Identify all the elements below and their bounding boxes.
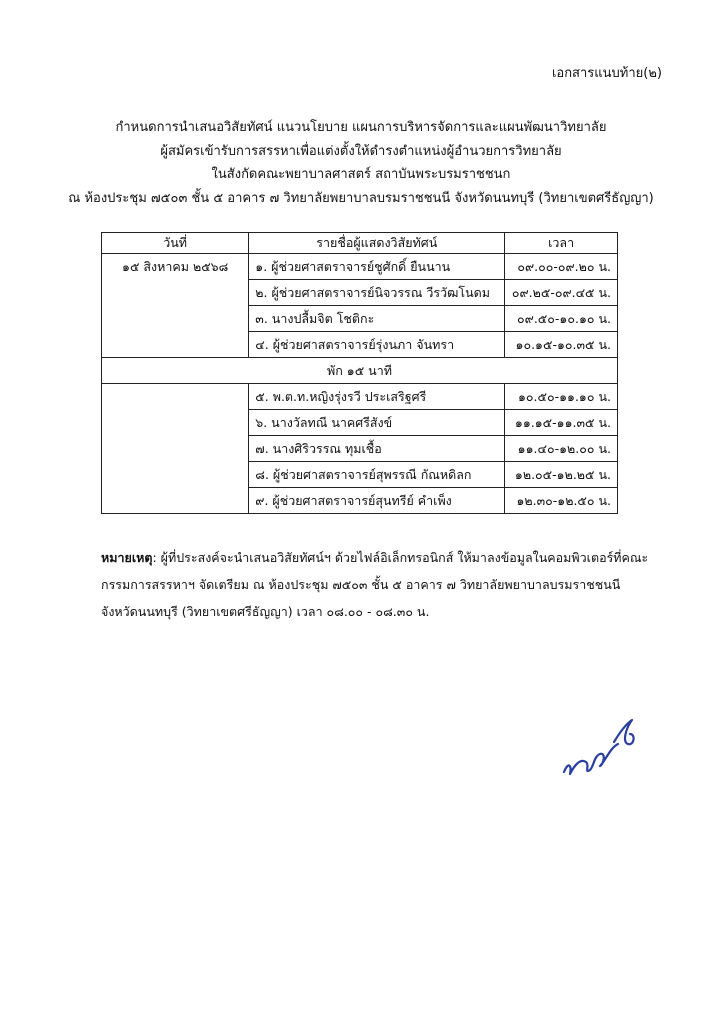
table-row (102, 436, 618, 462)
table-row (102, 384, 618, 410)
date-cell-empty (102, 462, 249, 488)
presenter-name: ๔. ผู้ช่วยศาสตราจารย์รุ่งนภา จันทรา (249, 332, 505, 358)
date-cell-empty (102, 410, 249, 436)
time-slot: ๑๐.๑๕-๑๐.๓๕ น. (505, 332, 618, 358)
heading-line-3: ในสังกัดคณะพยาบาลศาสตร์ สถาบันพระบรมราชชนก (211, 167, 511, 182)
header-time: เวลา (505, 233, 618, 254)
presenter-name: ๑. ผู้ช่วยศาสตราจารย์ชูศักดิ์ ยืนนาน (249, 254, 505, 280)
date-cell-empty (102, 488, 249, 514)
date-cell-empty (102, 436, 249, 462)
presenter-name: ๖. นางวัลทณี นาคศรีสังข์ (249, 410, 505, 436)
table-row (102, 306, 618, 332)
time-slot: ๐๙.๒๕-๐๙.๔๕ น. (505, 280, 618, 306)
table-row (102, 462, 618, 488)
footnote-label: หมายเหตุ (101, 550, 153, 565)
time-slot: ๐๙.๐๐-๐๙.๒๐ น. (505, 254, 618, 280)
heading-line-2: ผู้สมัครเข้ารับการสรรหาเพื่อแต่งตั้งให้ดำรงตำแหน่งผู้อำนวยการวิทยาลัย (160, 143, 562, 159)
table-row (102, 332, 618, 358)
time-slot: ๑๒.๓๐-๑๒.๕๐ น. (505, 488, 618, 514)
presenter-name: ๕. พ.ต.ท.หญิงรุ่งรวี ประเสริฐศรี (249, 384, 505, 410)
presenter-name: ๙. ผู้ช่วยศาสตราจารย์สุนทรีย์ คำเพ็ง (249, 488, 505, 514)
table-row (102, 280, 618, 306)
heading-line-1: กำหนดการนำเสนอวิสัยทัศน์ แนวนโยบาย แผนการบริหารจัดการและแผนพัฒนาวิทยาลัย (115, 120, 607, 135)
time-slot: ๐๙.๕๐-๑๐.๑๐ น. (505, 306, 618, 332)
time-slot: ๑๒.๐๕-๑๒.๒๕ น. (505, 462, 618, 488)
schedule-table (101, 232, 618, 514)
table-header-row (102, 233, 618, 254)
presenter-name: ๘. ผู้ช่วยศาสตราจารย์สุพรรณี กัณหดิลก (249, 462, 505, 488)
time-slot: ๑๐.๕๐-๑๑.๑๐ น. (505, 384, 618, 410)
date-cell-empty (102, 306, 249, 332)
presenter-name: ๗. นางศิริวรรณ ทุมเชื้อ (249, 436, 505, 462)
table-row (102, 488, 618, 514)
break-label: พัก ๑๕ นาที (102, 358, 618, 384)
date-cell-empty (102, 332, 249, 358)
header-name: รายชื่อผู้แสดงวิสัยทัศน์ (249, 233, 505, 254)
date-cell-empty (102, 384, 249, 410)
header-date: วันที่ (102, 233, 249, 254)
footnote (101, 544, 653, 625)
heading-line-4: ณ ห้องประชุม ๗๕๐๓ ชั้น ๕ อาคาร ๗ วิทยาลัยพยาบาลบรมราชชนนี จังหวัดนนทบุรี (วิทยาเขตศรีธัญญา) (68, 190, 654, 206)
handwritten-signature (560, 712, 640, 782)
date-cell-empty (102, 280, 249, 306)
document-reference: เอกสารแนบท้าย(๒) (551, 66, 662, 81)
break-row (102, 358, 618, 384)
presenter-name: ๒. ผู้ช่วยศาสตราจารย์นิจวรรณ วีรวัฒโนดม (249, 280, 505, 306)
document-heading (0, 116, 722, 210)
time-slot: ๑๑.๑๕-๑๑.๓๕ น. (505, 410, 618, 436)
table-row (102, 410, 618, 436)
footnote-text: : ผู้ที่ประสงค์จะนำเสนอวิสัยทัศน์ฯ ด้วยไฟล์อิเล็กทรอนิกส์ ให้มาลงข้อมูลในคอมพิวเตอร์ที่คณะกรรมการสรรหาฯ จัดเตรียม ณ ห้องประชุม ๗๕๐๓ ชั้น ๕ อาคาร ๗ วิทยาลัยพยาบาลบรมราชชนนี จังหวัดนนทบุรี (วิทยาเขตศรีธัญญา) เวลา ๐๘.๐๐ - ๐๘.๓๐ น. (101, 550, 649, 619)
date-cell: ๑๕ สิงหาคม ๒๕๖๘ (102, 254, 249, 280)
time-slot: ๑๑.๔๐-๑๒.๐๐ น. (505, 436, 618, 462)
table-row (102, 254, 618, 280)
presenter-name: ๓. นางปลื้มจิต โชติกะ (249, 306, 505, 332)
